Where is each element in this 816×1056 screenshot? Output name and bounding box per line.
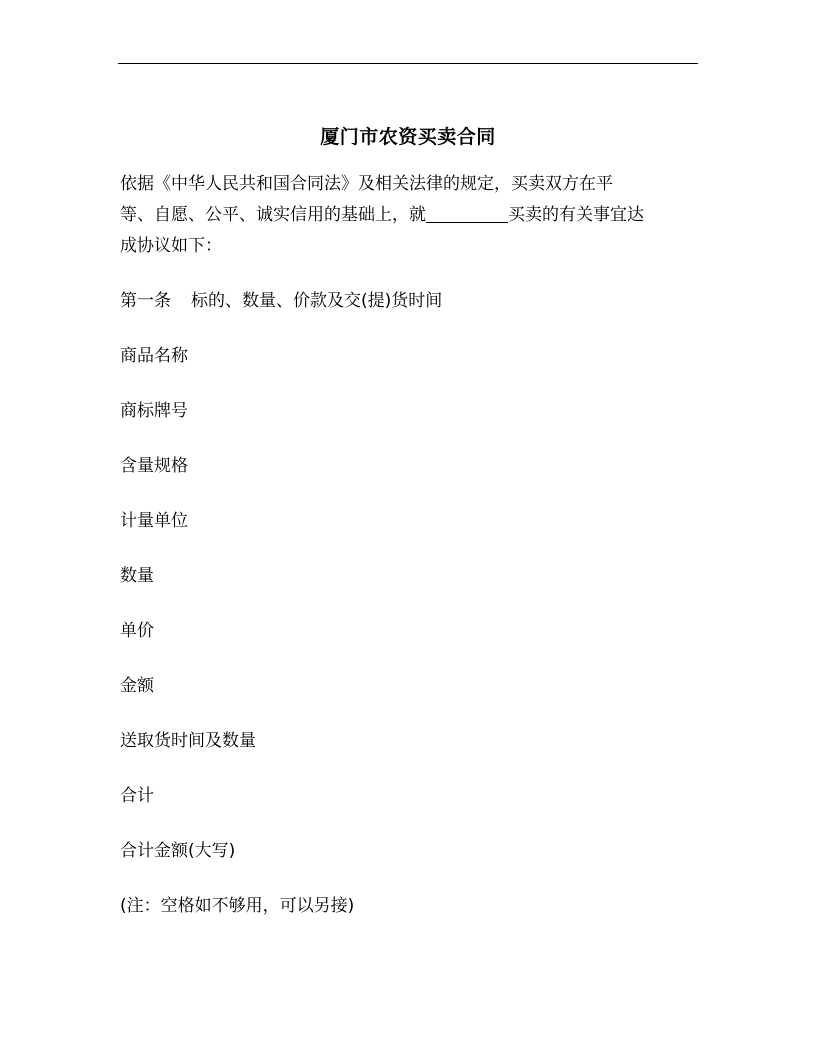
document-body bbox=[120, 169, 700, 946]
intro-line-2-before: 等、自愿、公平、诚实信用的基础上，就 bbox=[120, 205, 426, 225]
field-total: 合计 bbox=[120, 786, 154, 806]
intro-line-1: 依据《中华人民共和国合同法》及相关法律的规定，买卖双方在平 bbox=[120, 174, 613, 194]
intro-line-2-after: 买卖的有关事宜达 bbox=[508, 205, 644, 225]
intro-paragraph bbox=[120, 169, 700, 262]
field-delivery-time: 送取货时间及数量 bbox=[120, 731, 256, 751]
field-product-name: 商品名称 bbox=[120, 346, 188, 366]
field-unit-price: 单价 bbox=[120, 621, 154, 641]
article-1-title: 标的、数量、价款及交(提)货时间 bbox=[191, 291, 443, 311]
field-amount: 金额 bbox=[120, 676, 154, 696]
intro-line-3: 成协议如下： bbox=[120, 236, 222, 256]
field-total-in-words: 合计金额(大写) bbox=[120, 841, 236, 861]
document-title: 厦门市农资买卖合同 bbox=[320, 126, 496, 148]
header-rule bbox=[118, 63, 698, 64]
contract-items bbox=[120, 286, 700, 946]
note-text: (注：空格如不够用，可以另接) bbox=[120, 896, 355, 916]
field-unit: 计量单位 bbox=[120, 511, 188, 531]
intro-line-2 bbox=[120, 200, 700, 231]
article-1-number: 第一条 bbox=[120, 291, 171, 311]
field-quantity: 数量 bbox=[120, 566, 154, 586]
goods-blank-field[interactable] bbox=[426, 205, 508, 223]
field-specification: 含量规格 bbox=[120, 456, 188, 476]
field-trademark: 商标牌号 bbox=[120, 401, 188, 421]
article-1-heading bbox=[120, 286, 700, 341]
